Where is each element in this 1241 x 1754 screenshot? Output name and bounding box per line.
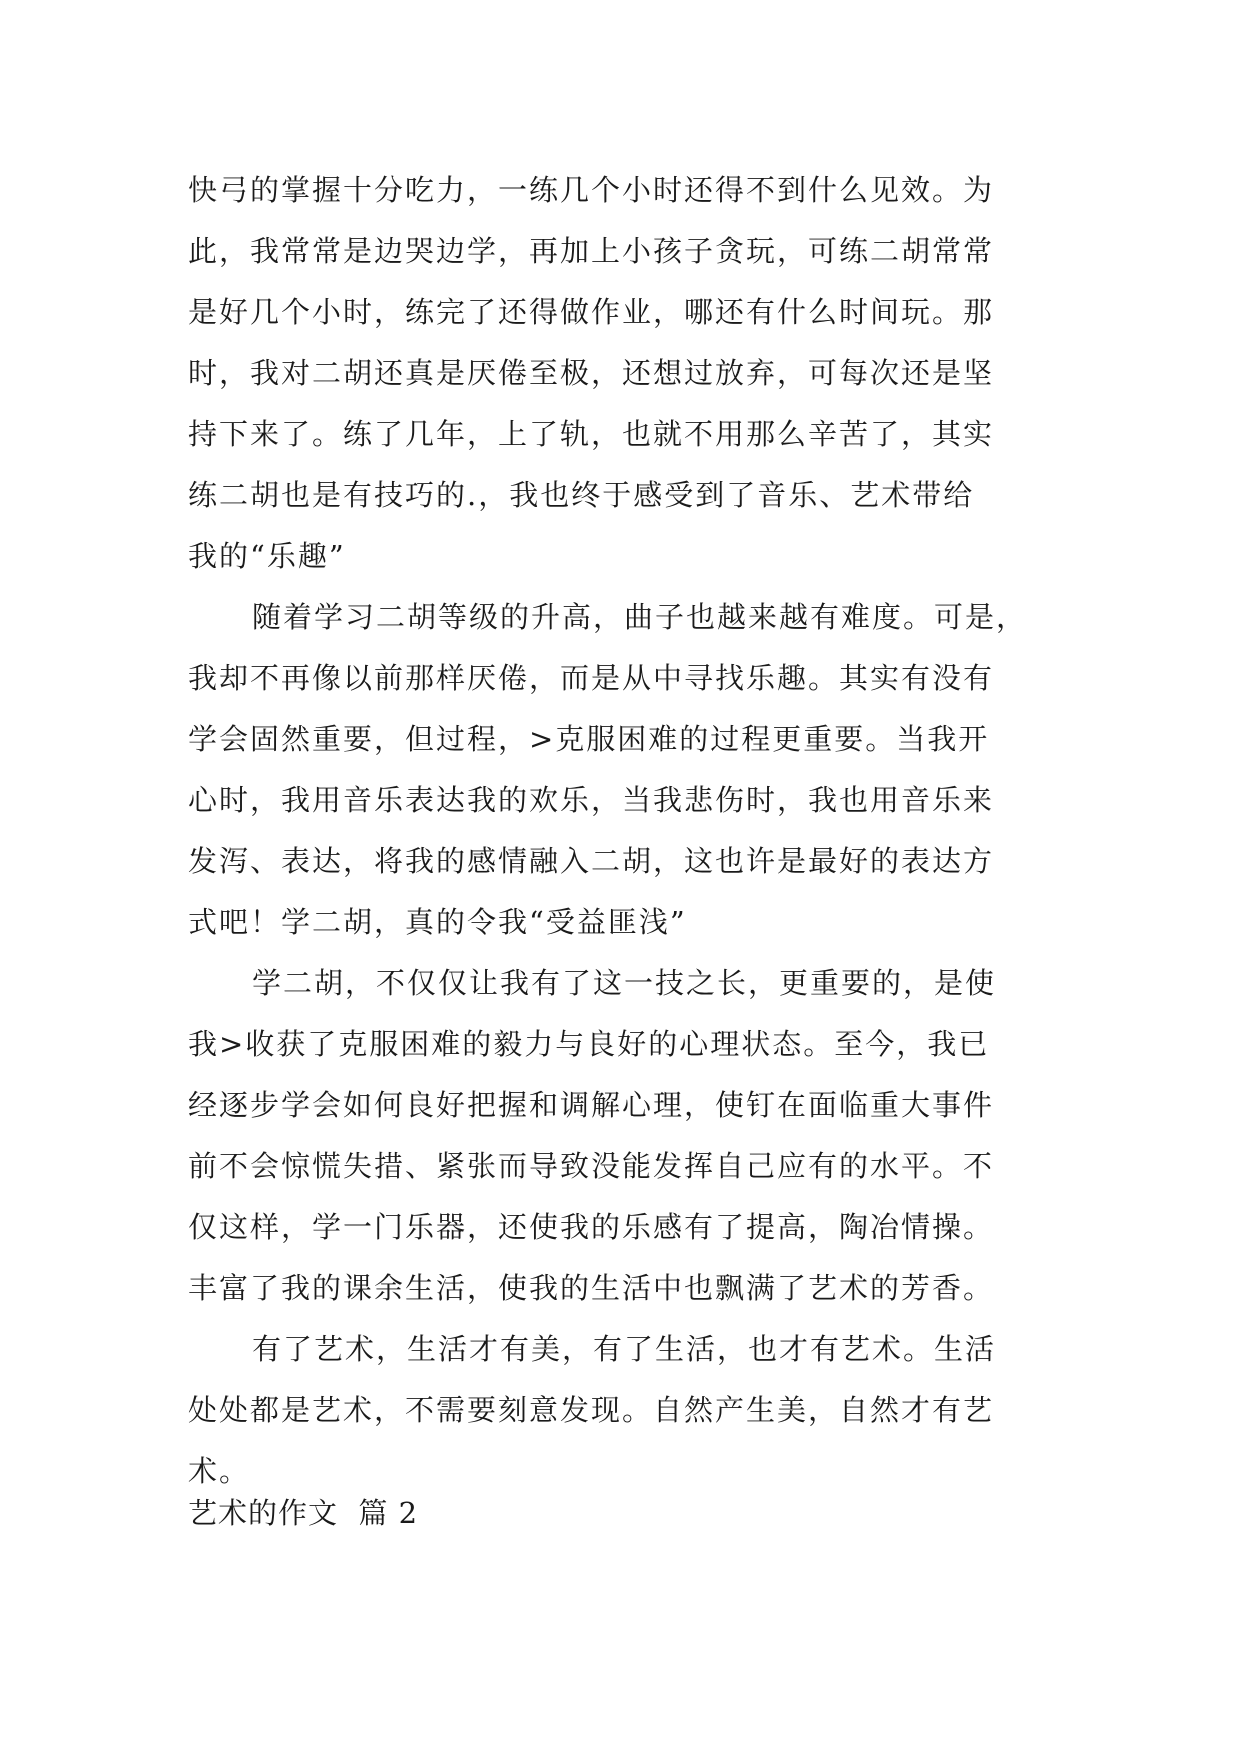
text-line: 我>收获了克服困难的毅力与良好的心理状态。至今，我已 — [188, 1027, 990, 1061]
essay-body — [188, 160, 1058, 1502]
paragraph-start-line: 随着学习二胡等级的升高，曲子也越来越有难度。可是， — [252, 600, 1028, 634]
text-line: 仅这样，学一门乐器，还使我的乐感有了提高，陶冶情操。 — [188, 1210, 995, 1244]
text-line: 前不会惊慌失措、紧张而导致没能发挥自己应有的水平。不 — [188, 1149, 995, 1183]
text-line: 经逐步学会如何良好把握和调解心理，使钉在面临重大事件 — [188, 1088, 995, 1122]
text-line: 我的“乐趣” — [188, 539, 346, 573]
text-line: 心时，我用音乐表达我的欢乐，当我悲伤时，我也用音乐来 — [188, 783, 995, 817]
text-line: 发泻、表达，将我的感情融入二胡，这也许是最好的表达方 — [188, 844, 995, 878]
text-line: 学会固然重要，但过程，>克服困难的过程更重要。当我开 — [188, 722, 990, 756]
text-line: 练二胡也是有技巧的.，我也终于感受到了音乐、艺术带给 — [188, 478, 975, 512]
text-line: 式吧！学二胡，真的令我“受益匪浅” — [188, 905, 687, 939]
paragraph-start-line: 有了艺术，生活才有美，有了生活，也才有艺术。生活 — [252, 1332, 997, 1366]
section-heading: 艺术的作文 篇 2 — [188, 1496, 419, 1530]
text-line: 我却不再像以前那样厌倦，而是从中寻找乐趣。其实有没有 — [188, 661, 995, 695]
text-line: 术。 — [188, 1454, 251, 1488]
paragraph-start-line: 学二胡，不仅仅让我有了这一技之长，更重要的，是使 — [252, 966, 997, 1000]
text-line: 时，我对二胡还真是厌倦至极，还想过放弃，可每次还是坚 — [188, 356, 995, 390]
text-line: 此，我常常是边哭边学，再加上小孩子贪玩，可练二胡常常 — [188, 234, 995, 268]
text-line: 快弓的掌握十分吃力，一练几个小时还得不到什么见效。为 — [188, 173, 995, 207]
text-line: 是好几个小时，练完了还得做作业，哪还有什么时间玩。那 — [188, 295, 995, 329]
text-line: 持下来了。练了几年，上了轨，也就不用那么辛苦了，其实 — [188, 417, 995, 451]
text-line: 处处都是艺术，不需要刻意发现。自然产生美，自然才有艺 — [188, 1393, 995, 1427]
text-line: 丰富了我的课余生活，使我的生活中也飘满了艺术的芳香。 — [188, 1271, 995, 1305]
